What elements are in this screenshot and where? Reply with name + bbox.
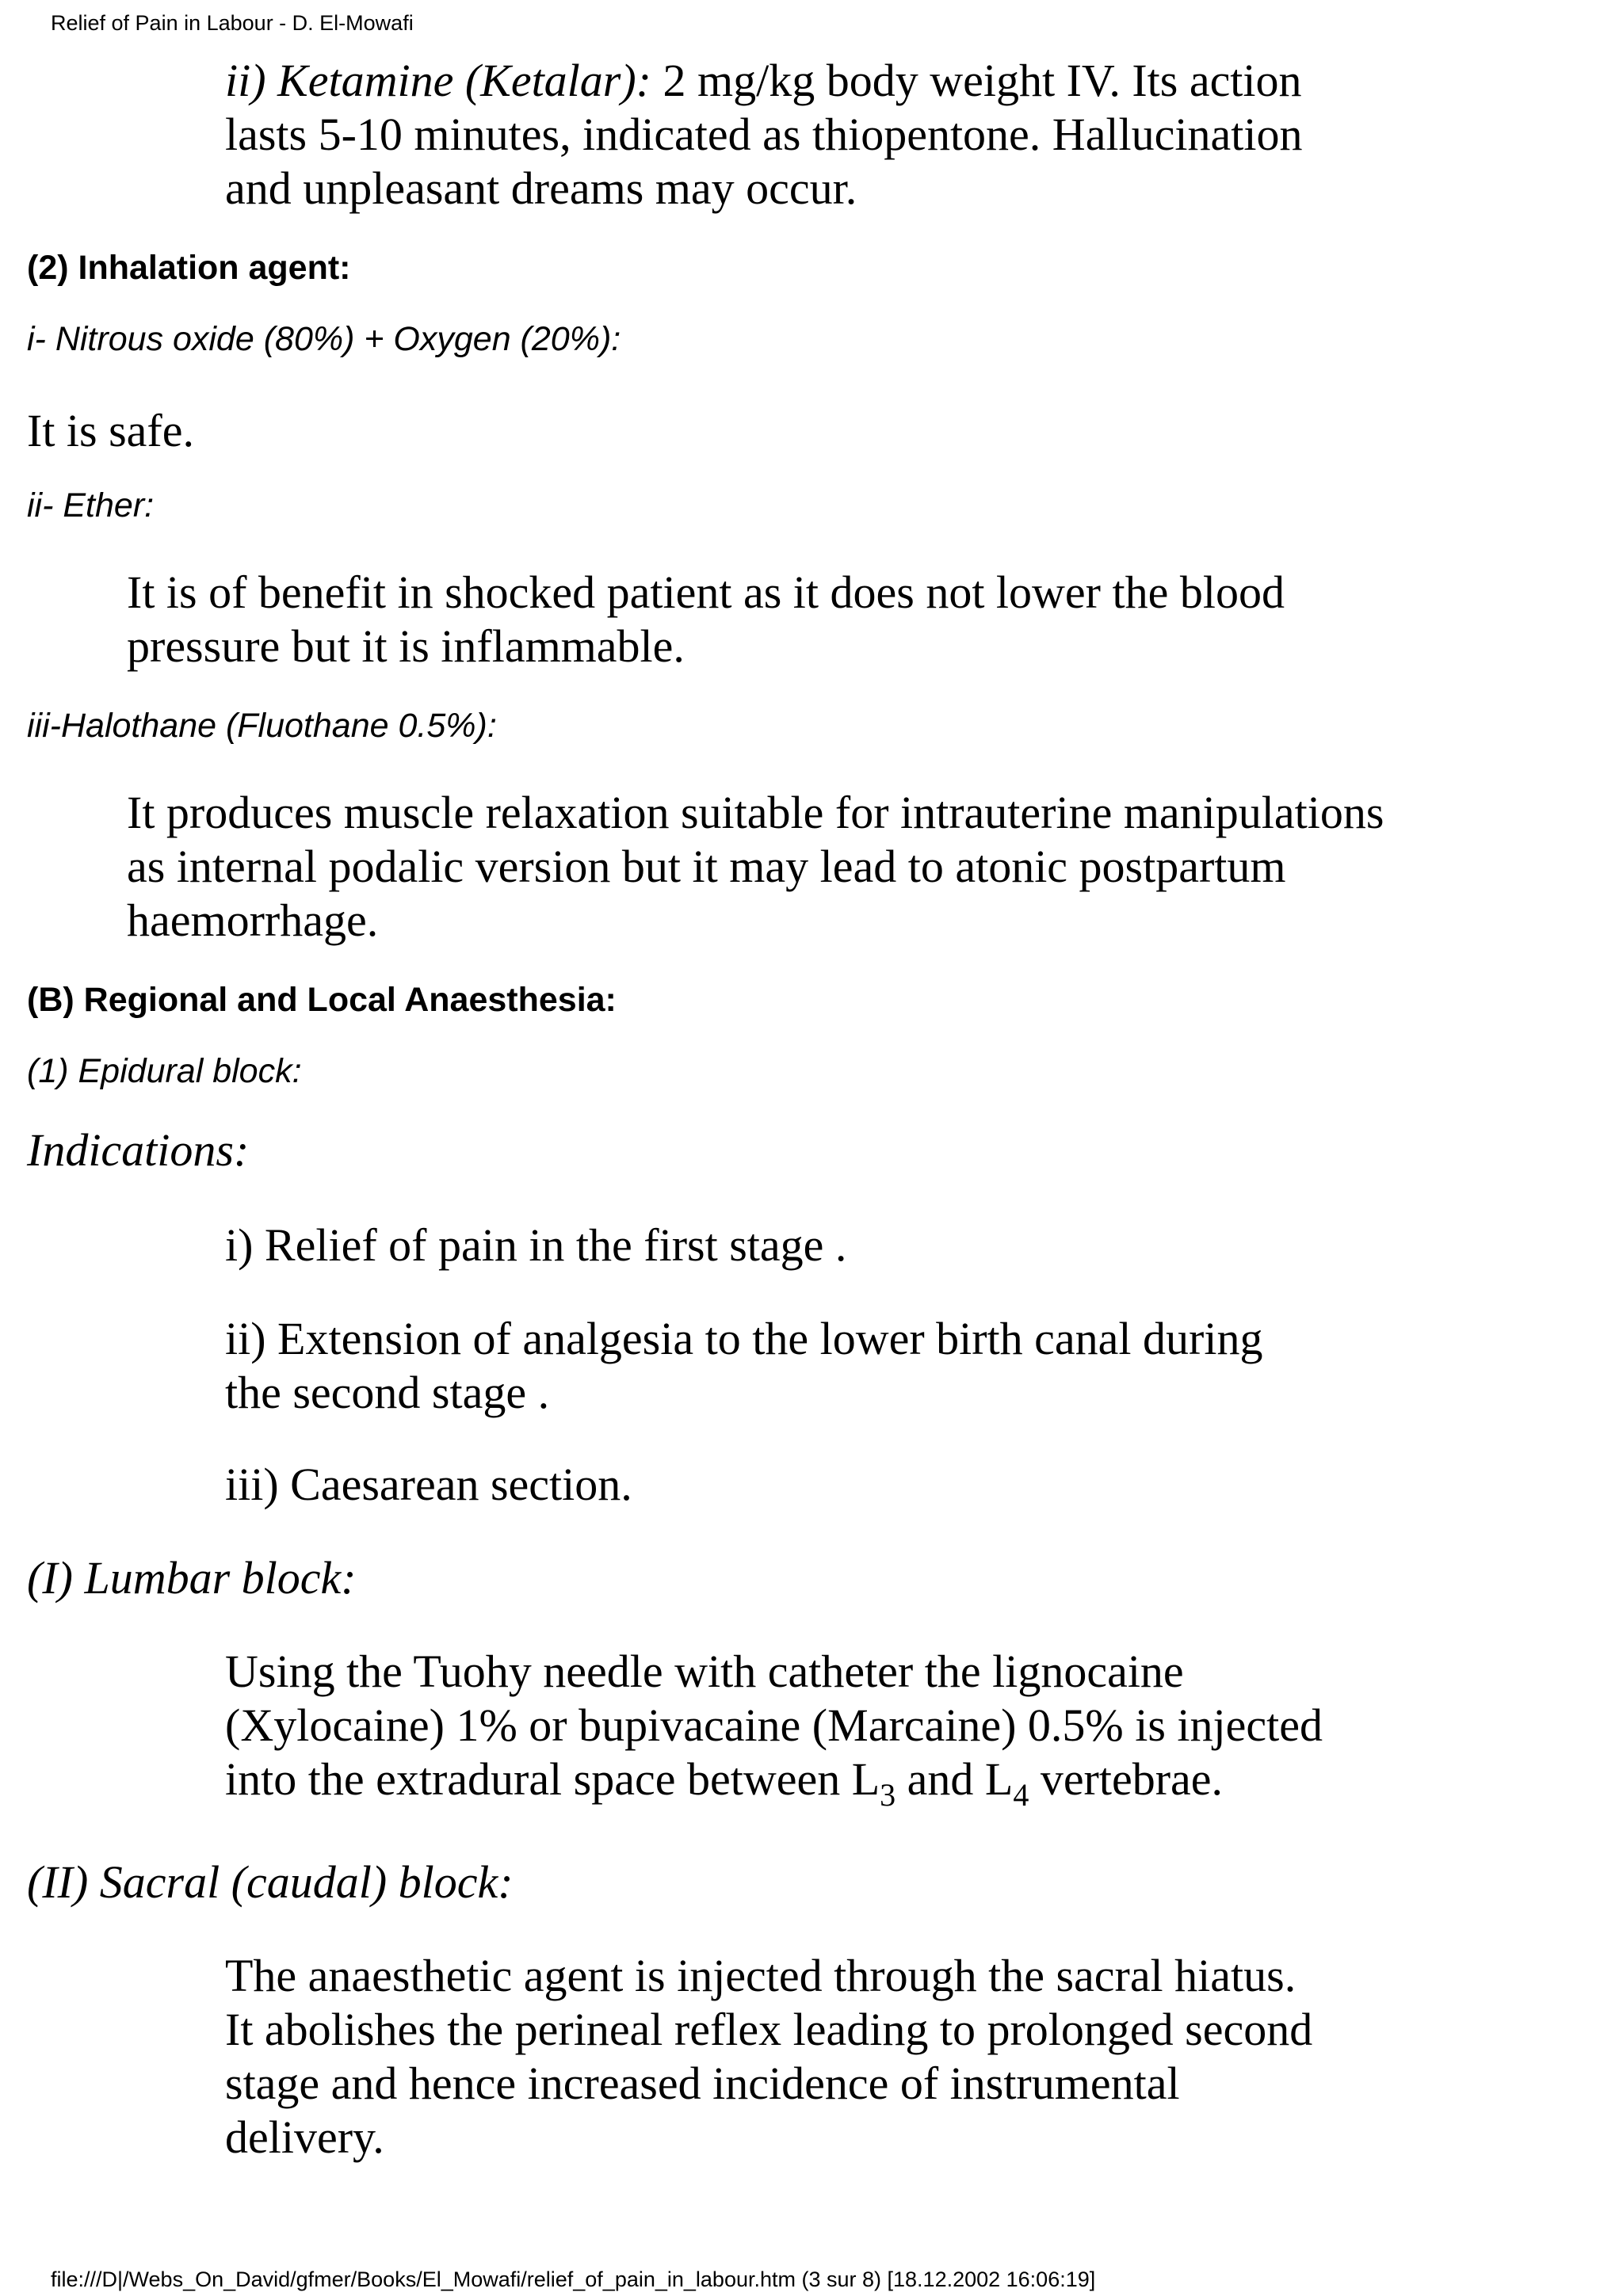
lumbar-line-3-b: and L	[896, 1753, 1014, 1805]
ketamine-paragraph	[225, 54, 1572, 215]
halothane-line-3: haemorrhage.	[127, 894, 379, 946]
sacral-line-3: stage and hence increased incidence of instrumental	[225, 2058, 1180, 2109]
indication-item-2	[225, 1312, 1572, 1420]
ether-paragraph	[127, 566, 1553, 673]
halothane-line-2: as internal podalic version but it may lead to atonic postpartum	[127, 841, 1286, 892]
lumbar-line-2: (Xylocaine) 1% or bupivacaine (Marcaine) 0.5% is injected	[225, 1699, 1323, 1751]
indication-item-1: i) Relief of pain in the first stage .	[225, 1219, 847, 1271]
lumbar-line-3-a: into the extradural space between L	[225, 1753, 880, 1805]
lumbar-paragraph	[225, 1645, 1572, 1813]
sacral-heading: (II) Sacral (caudal) block:	[27, 1856, 514, 1908]
sacral-paragraph	[225, 1949, 1572, 2164]
lumbar-line-3-c: vertebrae.	[1029, 1753, 1224, 1805]
regional-heading: (B) Regional and Local Anaesthesia:	[27, 981, 617, 1019]
nitrous-heading: i- Nitrous oxide (80%) + Oxygen (20%):	[27, 320, 621, 358]
indications-heading: Indications:	[27, 1124, 250, 1176]
lumbar-line-1: Using the Tuohy needle with catheter the lignocaine	[225, 1646, 1184, 1697]
sacral-line-4: delivery.	[225, 2111, 384, 2163]
indication-item-3: iii) Caesarean section.	[225, 1459, 632, 1510]
epidural-heading: (1) Epidural block:	[27, 1052, 302, 1090]
indication-item-2-line-2: the second stage .	[225, 1367, 550, 1418]
inhalation-heading: (2) Inhalation agent:	[27, 249, 351, 287]
lumbar-subscript-4: 4	[1013, 1777, 1029, 1813]
halothane-line-1: It produces muscle relaxation suitable for intrauterine manipulations	[127, 787, 1384, 838]
nitrous-text: It is safe.	[27, 405, 194, 456]
ketamine-label: ii) Ketamine (Ketalar):	[225, 55, 652, 106]
ketamine-line-1-text: 2 mg/kg body weight IV. Its action	[651, 55, 1302, 106]
sacral-line-2: It abolishes the perineal reflex leading to prolonged second	[225, 2004, 1313, 2055]
ether-line-2: pressure but it is inflammable.	[127, 620, 685, 672]
ketamine-line-2: lasts 5-10 minutes, indicated as thiopentone. Hallucination	[225, 109, 1303, 160]
ketamine-line-3: and unpleasant dreams may occur.	[225, 162, 857, 214]
ether-line-1: It is of benefit in shocked patient as it does not lower the blood	[127, 566, 1285, 618]
page-header: Relief of Pain in Labour - D. El-Mowafi	[51, 11, 414, 35]
halothane-paragraph	[127, 786, 1553, 948]
lumbar-heading: (I) Lumbar block:	[27, 1552, 357, 1604]
halothane-heading: iii-Halothane (Fluothane 0.5%):	[27, 707, 497, 745]
ether-heading: ii- Ether:	[27, 486, 155, 524]
ketamine-line-1	[225, 54, 1572, 108]
sacral-line-1: The anaesthetic agent is injected through the sacral hiatus.	[225, 1950, 1296, 2001]
lumbar-line-3	[225, 1753, 1572, 1813]
page-footer: file:///D|/Webs_On_David/gfmer/Books/El_Mowafi/relief_of_pain_in_labour.htm (3 sur 8) [18.12.2002 16:06:19]	[51, 2267, 1096, 2291]
indication-item-2-line-1: ii) Extension of analgesia to the lower birth canal during	[225, 1313, 1263, 1364]
lumbar-subscript-3: 3	[880, 1777, 896, 1813]
